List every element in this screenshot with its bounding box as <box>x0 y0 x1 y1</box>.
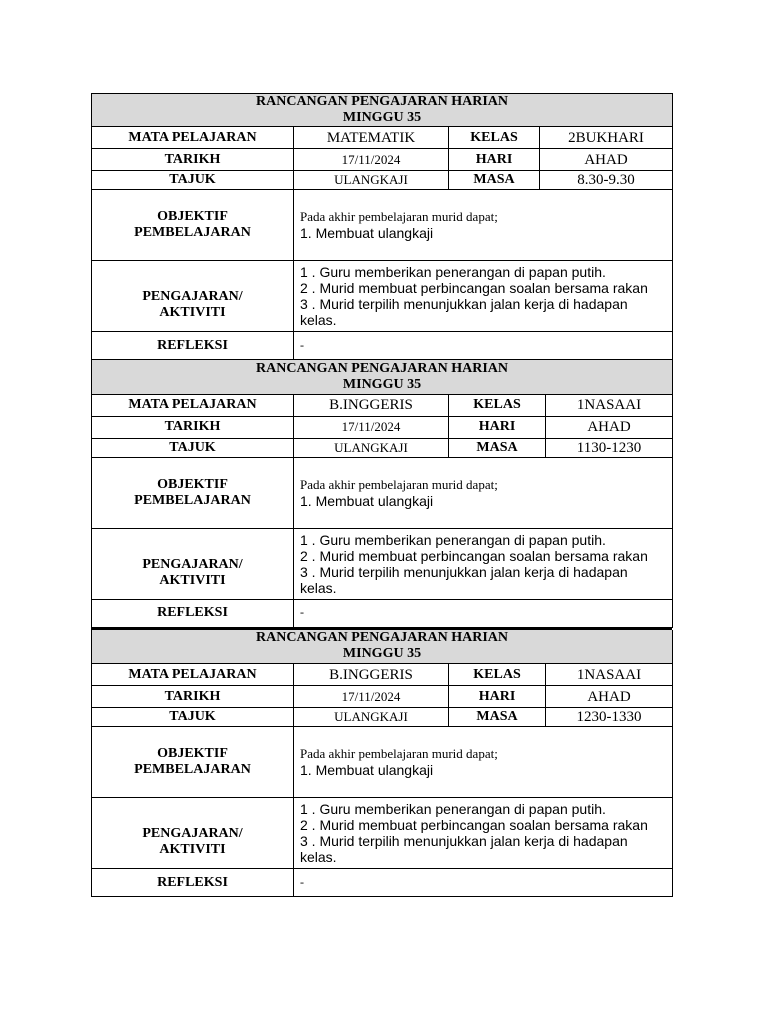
objective-content <box>294 727 673 798</box>
objective-item: 1. Membuat ulangkaji <box>300 492 434 509</box>
topic-value: ULANGKAJI <box>294 438 449 457</box>
activity-step: 3 . Murid terpilih menunjukkan jalan kerja di hadapan kelas. <box>300 296 628 328</box>
subject-label: MATA PELAJARAN <box>92 394 294 416</box>
activity-label-line2: AKTIVITI <box>159 572 226 588</box>
activity-step: 2 . Murid membuat perbincangan soalan bersama rakan <box>300 280 648 296</box>
topic-value: ULANGKAJI <box>294 708 449 727</box>
activity-content <box>294 798 673 869</box>
lesson-plan-table-3 <box>91 630 673 898</box>
plan-title: RANCANGAN PENGAJARAN HARIAN <box>256 94 508 109</box>
reflection-value-cell <box>294 599 673 627</box>
day-value: AHAD <box>546 416 673 438</box>
subject-label: MATA PELAJARAN <box>92 664 294 686</box>
day-value: AHAD <box>546 686 673 708</box>
time-value: 1230-1330 <box>546 708 673 727</box>
activity-content <box>294 528 673 599</box>
activity-label-line1: PENGAJARAN/ <box>142 556 243 572</box>
objective-intro: Pada akhir pembelajaran murid dapat; <box>300 209 498 224</box>
reflection-value: - <box>300 605 304 619</box>
plan-week: MINGGU 35 <box>342 376 422 392</box>
objective-intro: Pada akhir pembelajaran murid dapat; <box>300 476 498 492</box>
objective-intro: Pada akhir pembelajaran murid dapat; <box>300 746 498 761</box>
reflection-value-cell <box>294 332 673 360</box>
objective-label: OBJEKTIF PEMBELAJARAN <box>92 457 294 528</box>
reflection-label: REFLEKSI <box>92 332 294 360</box>
activity-step: 1 . Guru memberikan penerangan di papan putih. <box>300 264 606 280</box>
time-label: MASA <box>449 708 546 727</box>
objective-item: 1. Membuat ulangkaji <box>300 225 434 241</box>
activity-step: 2 . Murid membuat perbincangan soalan bersama rakan <box>300 817 648 833</box>
activity-label <box>92 261 294 332</box>
subject-label: MATA PELAJARAN <box>92 127 294 149</box>
objective-content <box>294 457 673 528</box>
day-value: AHAD <box>540 149 673 171</box>
topic-label: TAJUK <box>92 438 294 457</box>
plan-header <box>92 630 673 664</box>
time-label: MASA <box>449 171 540 190</box>
class-label: KELAS <box>449 127 540 149</box>
activity-label <box>92 798 294 869</box>
date-label: TARIKH <box>92 686 294 708</box>
subject-value: MATEMATIK <box>294 127 449 149</box>
activity-label-line1: PENGAJARAN/ <box>142 289 243 304</box>
lesson-plan-document <box>91 93 672 897</box>
date-label: TARIKH <box>92 149 294 171</box>
activity-step: 2 . Murid membuat perbincangan soalan bersama rakan <box>300 547 648 564</box>
day-label: HARI <box>449 149 540 171</box>
time-value: 1130-1230 <box>546 438 673 457</box>
activity-step: 3 . Murid terpilih menunjukkan jalan kerja di hadapan kelas. <box>300 563 628 596</box>
day-label: HARI <box>449 416 546 438</box>
date-value: 17/11/2024 <box>294 416 449 438</box>
objective-label: OBJEKTIF PEMBELAJARAN <box>92 190 294 261</box>
class-value: 1NASAAI <box>546 664 673 686</box>
date-value: 17/11/2024 <box>294 149 449 171</box>
objective-label: OBJEKTIF PEMBELAJARAN <box>92 727 294 798</box>
activity-content <box>294 261 673 332</box>
activity-step: 3 . Murid terpilih menunjukkan jalan kerja di hadapan kelas. <box>300 833 628 865</box>
lesson-plan-table-2 <box>91 360 673 628</box>
activity-label-line2: AKTIVITI <box>159 305 226 320</box>
reflection-label: REFLEKSI <box>92 599 294 627</box>
activity-label-line2: AKTIVITI <box>159 842 226 857</box>
topic-label: TAJUK <box>92 708 294 727</box>
plan-week: MINGGU 35 <box>342 110 422 125</box>
plan-title: RANCANGAN PENGAJARAN HARIAN <box>256 360 508 376</box>
lesson-plan-table-1 <box>91 93 673 360</box>
topic-value: ULANGKAJI <box>294 171 449 190</box>
class-label: KELAS <box>449 394 546 416</box>
objective-item: 1. Membuat ulangkaji <box>300 762 434 778</box>
day-label: HARI <box>449 686 546 708</box>
class-value: 1NASAAI <box>546 394 673 416</box>
class-label: KELAS <box>449 664 546 686</box>
plan-title: RANCANGAN PENGAJARAN HARIAN <box>256 630 508 646</box>
subject-value: B.INGGERIS <box>294 394 449 416</box>
time-value: 8.30-9.30 <box>540 171 673 190</box>
reflection-value: - <box>300 874 304 889</box>
plan-header <box>92 360 673 394</box>
subject-value: B.INGGERIS <box>294 664 449 686</box>
date-value: 17/11/2024 <box>294 686 449 708</box>
activity-step: 1 . Guru memberikan penerangan di papan putih. <box>300 801 606 817</box>
plan-week: MINGGU 35 <box>342 646 422 662</box>
reflection-value-cell <box>294 869 673 897</box>
date-label: TARIKH <box>92 416 294 438</box>
reflection-label: REFLEKSI <box>92 869 294 897</box>
activity-step: 1 . Guru memberikan penerangan di papan putih. <box>300 531 606 548</box>
objective-content <box>294 190 673 261</box>
reflection-value: - <box>300 337 304 352</box>
activity-label-line1: PENGAJARAN/ <box>142 826 243 841</box>
plan-header <box>92 94 673 127</box>
activity-label <box>92 528 294 599</box>
class-value: 2BUKHARI <box>540 127 673 149</box>
topic-label: TAJUK <box>92 171 294 190</box>
time-label: MASA <box>449 438 546 457</box>
